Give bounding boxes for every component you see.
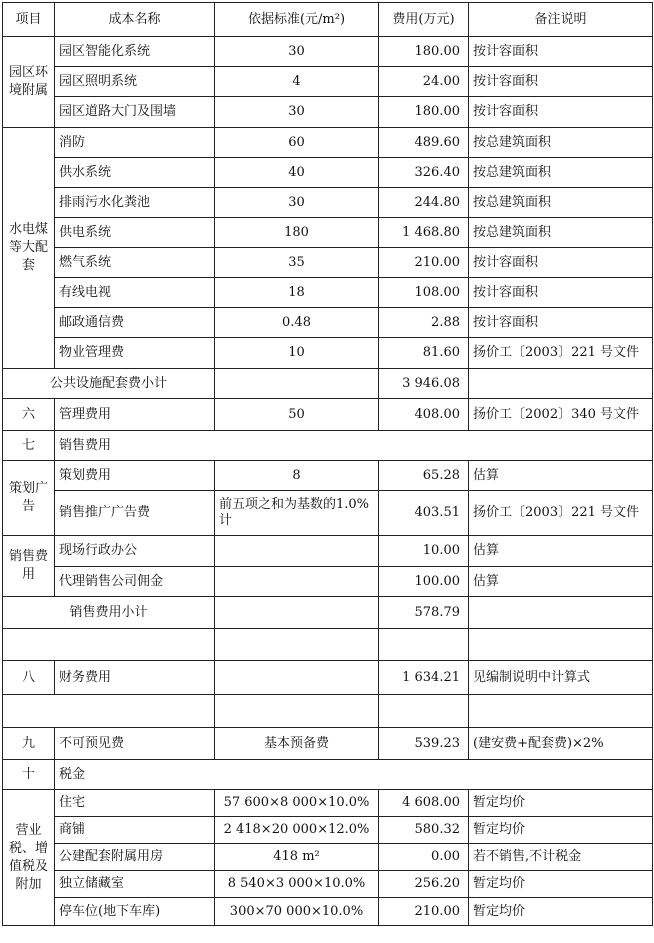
group-label: 水电煤等大配套 — [3, 128, 55, 369]
table-row — [3, 661, 653, 695]
note-text: 按计容面积 — [469, 278, 653, 308]
empty-cell — [3, 629, 215, 661]
group-label: 园区环境附属 — [3, 37, 55, 128]
standard-value: 8 — [215, 461, 379, 491]
cost-value: 403.51 — [379, 491, 469, 536]
cost-name: 园区智能化系统 — [55, 37, 215, 67]
table-row — [3, 188, 653, 218]
cost-value: 10.00 — [379, 536, 469, 567]
note-text: 扬价工〔2002〕340 号文件 — [469, 399, 653, 431]
standard-value: 2 418×20 000×12.0% — [215, 817, 379, 844]
cost-table — [2, 2, 653, 926]
section-title: 销售费用 — [55, 431, 653, 461]
note-text: 扬价工〔2003〕221 号文件 — [469, 491, 653, 536]
subtotal-label: 公共设施配套费小计 — [3, 369, 215, 399]
standard-value: 0.48 — [215, 308, 379, 338]
cost-name: 公建配套附属用房 — [55, 844, 215, 871]
empty-cell — [469, 629, 653, 661]
table-row — [3, 536, 653, 567]
standard-value — [215, 567, 379, 597]
standard-value: 30 — [215, 37, 379, 67]
table-row — [3, 67, 653, 97]
cost-value: 489.60 — [379, 128, 469, 158]
cost-value: 180.00 — [379, 97, 469, 128]
section-title: 税金 — [55, 760, 653, 790]
cost-name: 财务费用 — [55, 661, 215, 695]
cost-name: 排雨污水化粪池 — [55, 188, 215, 218]
standard-value: 4 — [215, 67, 379, 97]
cost-value: 256.20 — [379, 871, 469, 898]
cost-name: 供水系统 — [55, 158, 215, 188]
table-row — [3, 898, 653, 926]
item-number: 十 — [3, 760, 55, 790]
empty-cell — [215, 597, 379, 629]
cost-value: 65.28 — [379, 461, 469, 491]
empty-cell — [215, 661, 379, 695]
subtotal-row — [3, 597, 653, 629]
note-text: (建安费+配套费)×2% — [469, 728, 653, 760]
cost-name: 独立储藏室 — [55, 871, 215, 898]
standard-value: 180 — [215, 218, 379, 248]
item-number: 七 — [3, 431, 55, 461]
note-text: 按计容面积 — [469, 308, 653, 338]
note-text: 按计容面积 — [469, 37, 653, 67]
cost-name: 代理销售公司佣金 — [55, 567, 215, 597]
item-number: 六 — [3, 399, 55, 431]
blank-row — [3, 629, 653, 661]
note-text: 估算 — [469, 536, 653, 567]
table-row — [3, 567, 653, 597]
empty-cell — [215, 369, 379, 399]
cost-value: 81.60 — [379, 338, 469, 369]
col-header-standard: 依据标准(元/m²) — [215, 3, 379, 37]
cost-value: 108.00 — [379, 278, 469, 308]
cost-name: 园区道路大门及围墙 — [55, 97, 215, 128]
table-row — [3, 728, 653, 760]
standard-value: 418 m² — [215, 844, 379, 871]
subtotal-row — [3, 369, 653, 399]
cost-value: 1 634.21 — [379, 661, 469, 695]
cost-value: 210.00 — [379, 898, 469, 926]
col-header-item: 项目 — [3, 3, 55, 37]
subtotal-label: 销售费用小计 — [3, 597, 215, 629]
section-row — [3, 760, 653, 790]
note-text: 按计容面积 — [469, 97, 653, 128]
table-row — [3, 871, 653, 898]
standard-value: 30 — [215, 97, 379, 128]
table-row — [3, 817, 653, 844]
empty-cell — [379, 629, 469, 661]
empty-cell — [215, 629, 379, 661]
cost-value: 580.32 — [379, 817, 469, 844]
cost-value: 180.00 — [379, 37, 469, 67]
cost-value: 210.00 — [379, 248, 469, 278]
cost-value: 0.00 — [379, 844, 469, 871]
col-header-cost: 费用(万元) — [379, 3, 469, 37]
cost-name: 供电系统 — [55, 218, 215, 248]
cost-name: 住宅 — [55, 790, 215, 817]
cost-name: 现场行政办公 — [55, 536, 215, 567]
standard-value: 10 — [215, 338, 379, 369]
standard-value: 60 — [215, 128, 379, 158]
table-row — [3, 128, 653, 158]
note-text: 见编制说明中计算式 — [469, 661, 653, 695]
table-row — [3, 218, 653, 248]
cost-value: 539.23 — [379, 728, 469, 760]
note-text: 估算 — [469, 461, 653, 491]
note-text: 按总建筑面积 — [469, 158, 653, 188]
note-text: 暂定均价 — [469, 790, 653, 817]
group-label: 销售费用 — [3, 536, 55, 597]
cost-name: 策划费用 — [55, 461, 215, 491]
empty-cell — [469, 369, 653, 399]
cost-name: 物业管理费 — [55, 338, 215, 369]
table-row — [3, 97, 653, 128]
note-text: 暂定均价 — [469, 898, 653, 926]
cost-value: 1 468.80 — [379, 218, 469, 248]
subtotal-cost: 3 946.08 — [379, 369, 469, 399]
header-row — [3, 3, 653, 37]
cost-name: 邮政通信费 — [55, 308, 215, 338]
note-text: 按计容面积 — [469, 67, 653, 97]
table-row — [3, 844, 653, 871]
empty-cell — [469, 597, 653, 629]
standard-value — [215, 536, 379, 567]
cost-name: 燃气系统 — [55, 248, 215, 278]
table-row — [3, 399, 653, 431]
cost-value: 326.40 — [379, 158, 469, 188]
table-row — [3, 338, 653, 369]
standard-value: 57 600×8 000×10.0% — [215, 790, 379, 817]
cost-name: 销售推广广告费 — [55, 491, 215, 536]
cost-value: 244.80 — [379, 188, 469, 218]
empty-cell — [3, 695, 215, 728]
table-row — [3, 308, 653, 338]
standard-value: 300×70 000×10.0% — [215, 898, 379, 926]
standard-value: 基本预备费 — [215, 728, 379, 760]
cost-value: 100.00 — [379, 567, 469, 597]
cost-value: 4 608.00 — [379, 790, 469, 817]
cost-name: 不可预见费 — [55, 728, 215, 760]
cost-name: 有线电视 — [55, 278, 215, 308]
group-label: 策划广告 — [3, 461, 55, 536]
empty-cell — [469, 695, 653, 728]
subtotal-cost: 578.79 — [379, 597, 469, 629]
standard-value: 18 — [215, 278, 379, 308]
table-row — [3, 461, 653, 491]
cost-name: 管理费用 — [55, 399, 215, 431]
cost-value: 2.88 — [379, 308, 469, 338]
col-header-note: 备注说明 — [469, 3, 653, 37]
standard-value: 35 — [215, 248, 379, 278]
empty-cell — [215, 695, 379, 728]
standard-value: 50 — [215, 399, 379, 431]
table-row — [3, 790, 653, 817]
table-row — [3, 37, 653, 67]
note-text: 按总建筑面积 — [469, 218, 653, 248]
standard-value: 前五项之和为基数的1.0%计 — [215, 491, 379, 536]
cost-name: 商铺 — [55, 817, 215, 844]
cost-value: 408.00 — [379, 399, 469, 431]
standard-value: 40 — [215, 158, 379, 188]
note-text: 按总建筑面积 — [469, 188, 653, 218]
item-number: 八 — [3, 661, 55, 695]
item-number: 九 — [3, 728, 55, 760]
blank-row — [3, 695, 653, 728]
table-row — [3, 491, 653, 536]
standard-value: 8 540×3 000×10.0% — [215, 871, 379, 898]
table-row — [3, 248, 653, 278]
cost-name: 停车位(地下车库) — [55, 898, 215, 926]
table-row — [3, 158, 653, 188]
cost-value: 24.00 — [379, 67, 469, 97]
note-text: 按计容面积 — [469, 248, 653, 278]
table-row — [3, 278, 653, 308]
note-text: 估算 — [469, 567, 653, 597]
standard-value: 30 — [215, 188, 379, 218]
note-text: 扬价工〔2003〕221 号文件 — [469, 338, 653, 369]
group-label: 营业税、增值税及附加 — [3, 790, 55, 926]
empty-cell — [379, 695, 469, 728]
note-text: 暂定均价 — [469, 817, 653, 844]
cost-name: 消防 — [55, 128, 215, 158]
col-header-name: 成本名称 — [55, 3, 215, 37]
note-text: 按总建筑面积 — [469, 128, 653, 158]
note-text: 若不销售,不计税金 — [469, 844, 653, 871]
section-row — [3, 431, 653, 461]
note-text: 暂定均价 — [469, 871, 653, 898]
cost-name: 园区照明系统 — [55, 67, 215, 97]
